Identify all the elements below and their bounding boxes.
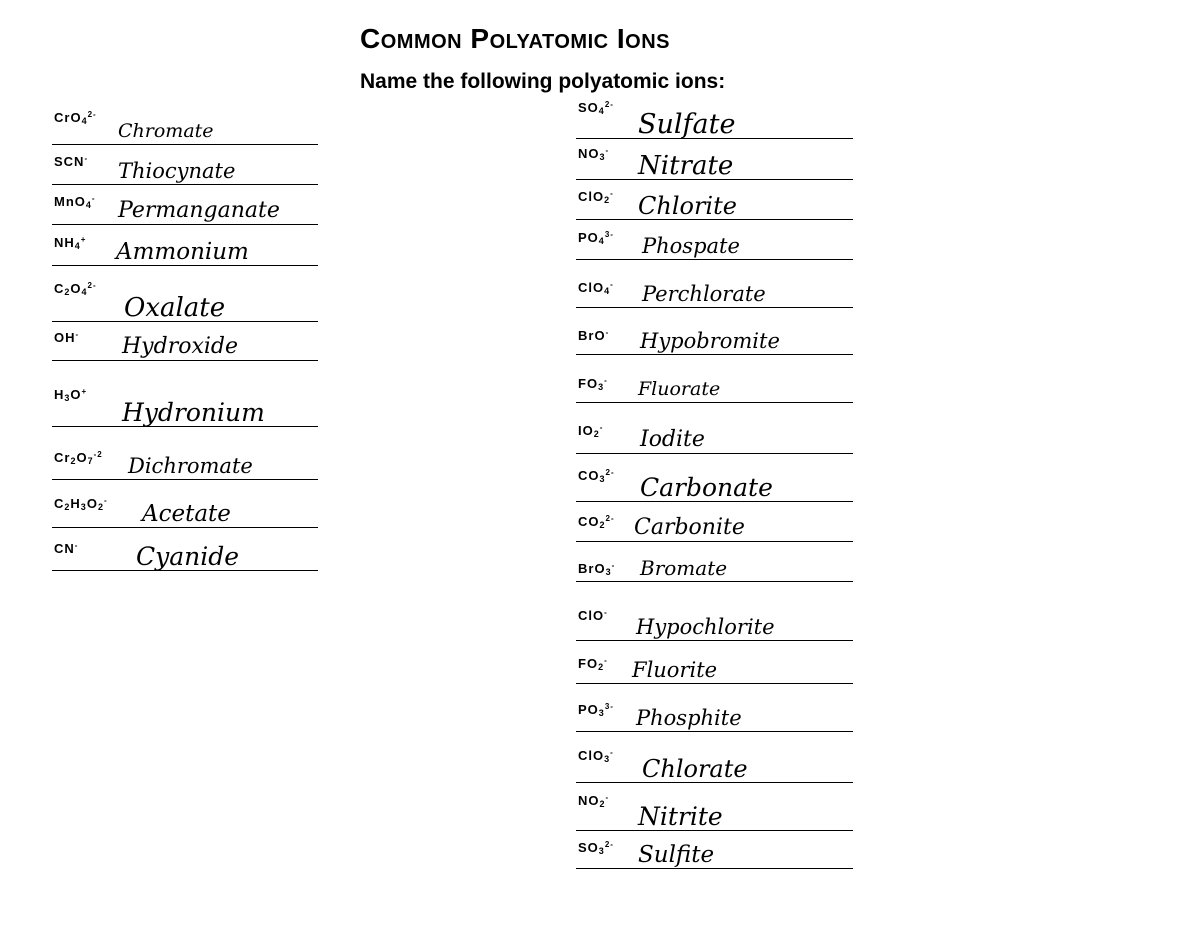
right-ion-row bbox=[576, 606, 853, 641]
ion-name-answer: Phospate bbox=[642, 234, 740, 258]
ion-name-answer: Fluorite bbox=[632, 658, 718, 682]
ion-formula: $SO_3^{2-}$ bbox=[578, 840, 614, 856]
ion-formula: CN- bbox=[54, 541, 79, 556]
right-ion-row bbox=[576, 144, 853, 180]
right-ion-row bbox=[576, 98, 853, 139]
ion-name-answer: Ammonium bbox=[116, 239, 249, 265]
left-ion-row bbox=[52, 279, 318, 322]
ion-formula: $IO_2^-$ bbox=[578, 423, 604, 439]
ion-formula: $SO_4^{2-}$ bbox=[578, 100, 614, 116]
ion-name-answer: Nitrite bbox=[638, 802, 723, 831]
ion-name-answer: Hypochlorite bbox=[636, 615, 775, 639]
left-ion-row bbox=[52, 448, 318, 480]
worksheet-instruction: Name the following polyatomic ions: bbox=[360, 70, 726, 93]
ion-formula: $FO_3^-$ bbox=[578, 376, 608, 392]
right-ion-row bbox=[576, 326, 853, 355]
ion-formula: $FO_2^-$ bbox=[578, 656, 608, 672]
ion-name-answer: Bromate bbox=[640, 556, 728, 580]
title-letter-i: I bbox=[616, 23, 626, 54]
ion-formula: SCN- bbox=[54, 154, 89, 169]
ion-formula: ClO$_4$- bbox=[578, 280, 614, 296]
right-ion-row bbox=[576, 746, 853, 783]
ion-name-answer: Cyanide bbox=[136, 542, 240, 571]
ion-name-answer: Hydroxide bbox=[122, 334, 239, 359]
title-letter-p: P bbox=[470, 23, 490, 54]
ion-name-answer: Fluorate bbox=[638, 378, 721, 400]
ion-name-answer: Carbonate bbox=[640, 473, 773, 502]
ion-name-answer: Chlorate bbox=[642, 755, 748, 783]
ion-formula: $NO_3^-$ bbox=[578, 146, 610, 162]
ion-name-answer: Iodite bbox=[640, 427, 705, 452]
right-ion-row bbox=[576, 654, 853, 684]
right-ion-row bbox=[576, 791, 853, 831]
ion-name-answer: Permanganate bbox=[118, 198, 280, 223]
worksheet-title bbox=[360, 22, 670, 56]
ion-formula: ClO- bbox=[578, 608, 608, 623]
ion-formula: MnO$_4$- bbox=[54, 194, 96, 210]
ion-name-answer: Nitrate bbox=[638, 151, 734, 181]
ion-formula: $Cr_2O_7^{-2}$ bbox=[54, 450, 103, 466]
left-ion-row bbox=[52, 233, 318, 266]
right-ion-row bbox=[576, 228, 853, 260]
ion-name-answer: Sulfate bbox=[638, 109, 736, 140]
title-word-common: ommon bbox=[380, 23, 463, 54]
right-ion-row bbox=[576, 838, 853, 869]
right-ion-row bbox=[576, 278, 853, 308]
left-ion-row bbox=[52, 328, 318, 361]
ion-name-answer: Phosphite bbox=[636, 706, 742, 730]
ion-name-answer: Hypobromite bbox=[640, 329, 780, 353]
right-ion-row bbox=[576, 466, 853, 502]
ion-formula: $NO_2^-$ bbox=[578, 793, 610, 809]
ion-name-answer: Sulfite bbox=[638, 842, 715, 868]
left-ion-row bbox=[52, 192, 318, 225]
right-ion-row bbox=[576, 374, 853, 403]
ion-name-answer: Perchlorate bbox=[642, 282, 766, 306]
left-ion-row bbox=[52, 152, 318, 185]
ion-formula: $CO_2^{2-}$ bbox=[578, 514, 615, 530]
ion-name-answer: Chromate bbox=[118, 120, 214, 142]
title-word-ions: ons bbox=[625, 23, 670, 54]
ion-name-answer: Thiocynate bbox=[118, 159, 236, 183]
title-word-polyatomic: olyatomic bbox=[489, 23, 609, 54]
ion-formula: $H_3O^+$ bbox=[54, 387, 88, 403]
ion-formula: ClO$_3$- bbox=[578, 748, 614, 764]
ion-name-answer: Dichromate bbox=[128, 454, 253, 478]
ion-formula: $C_2H_3O_2^-$ bbox=[54, 496, 108, 512]
ion-formula: $C_2O_4^{2-}$ bbox=[54, 281, 97, 297]
right-ion-row bbox=[576, 700, 853, 732]
right-ion-row bbox=[576, 187, 853, 220]
ion-name-answer: Acetate bbox=[142, 501, 231, 527]
left-ion-row bbox=[52, 494, 318, 528]
right-ion-row bbox=[576, 512, 853, 542]
ion-name-answer: Carbonite bbox=[634, 515, 745, 540]
ion-formula: $NH_4^+$ bbox=[54, 235, 87, 251]
ion-formula: OH- bbox=[54, 330, 80, 345]
ion-formula: BrO$_3$- bbox=[578, 561, 616, 577]
ion-name-answer: Oxalate bbox=[124, 293, 226, 323]
left-ion-row bbox=[52, 108, 318, 145]
right-ion-row bbox=[576, 421, 853, 454]
right-ion-row bbox=[576, 556, 853, 582]
ion-formula: $PO_4^{3-}$ bbox=[578, 230, 614, 246]
ion-formula: ClO$_2$- bbox=[578, 189, 614, 205]
ion-formula: BrO- bbox=[578, 328, 610, 343]
ion-name-answer: Hydronium bbox=[122, 398, 265, 427]
title-letter-c: C bbox=[360, 23, 381, 54]
ion-formula: CrO$_4^{2-}$ bbox=[54, 110, 97, 126]
ion-name-answer: Chlorite bbox=[638, 192, 737, 220]
ion-formula: $CO_3^{2-}$ bbox=[578, 468, 615, 484]
left-ion-row bbox=[52, 385, 318, 427]
ion-formula: $PO_3^{3-}$ bbox=[578, 702, 614, 718]
left-ion-row bbox=[52, 539, 318, 571]
